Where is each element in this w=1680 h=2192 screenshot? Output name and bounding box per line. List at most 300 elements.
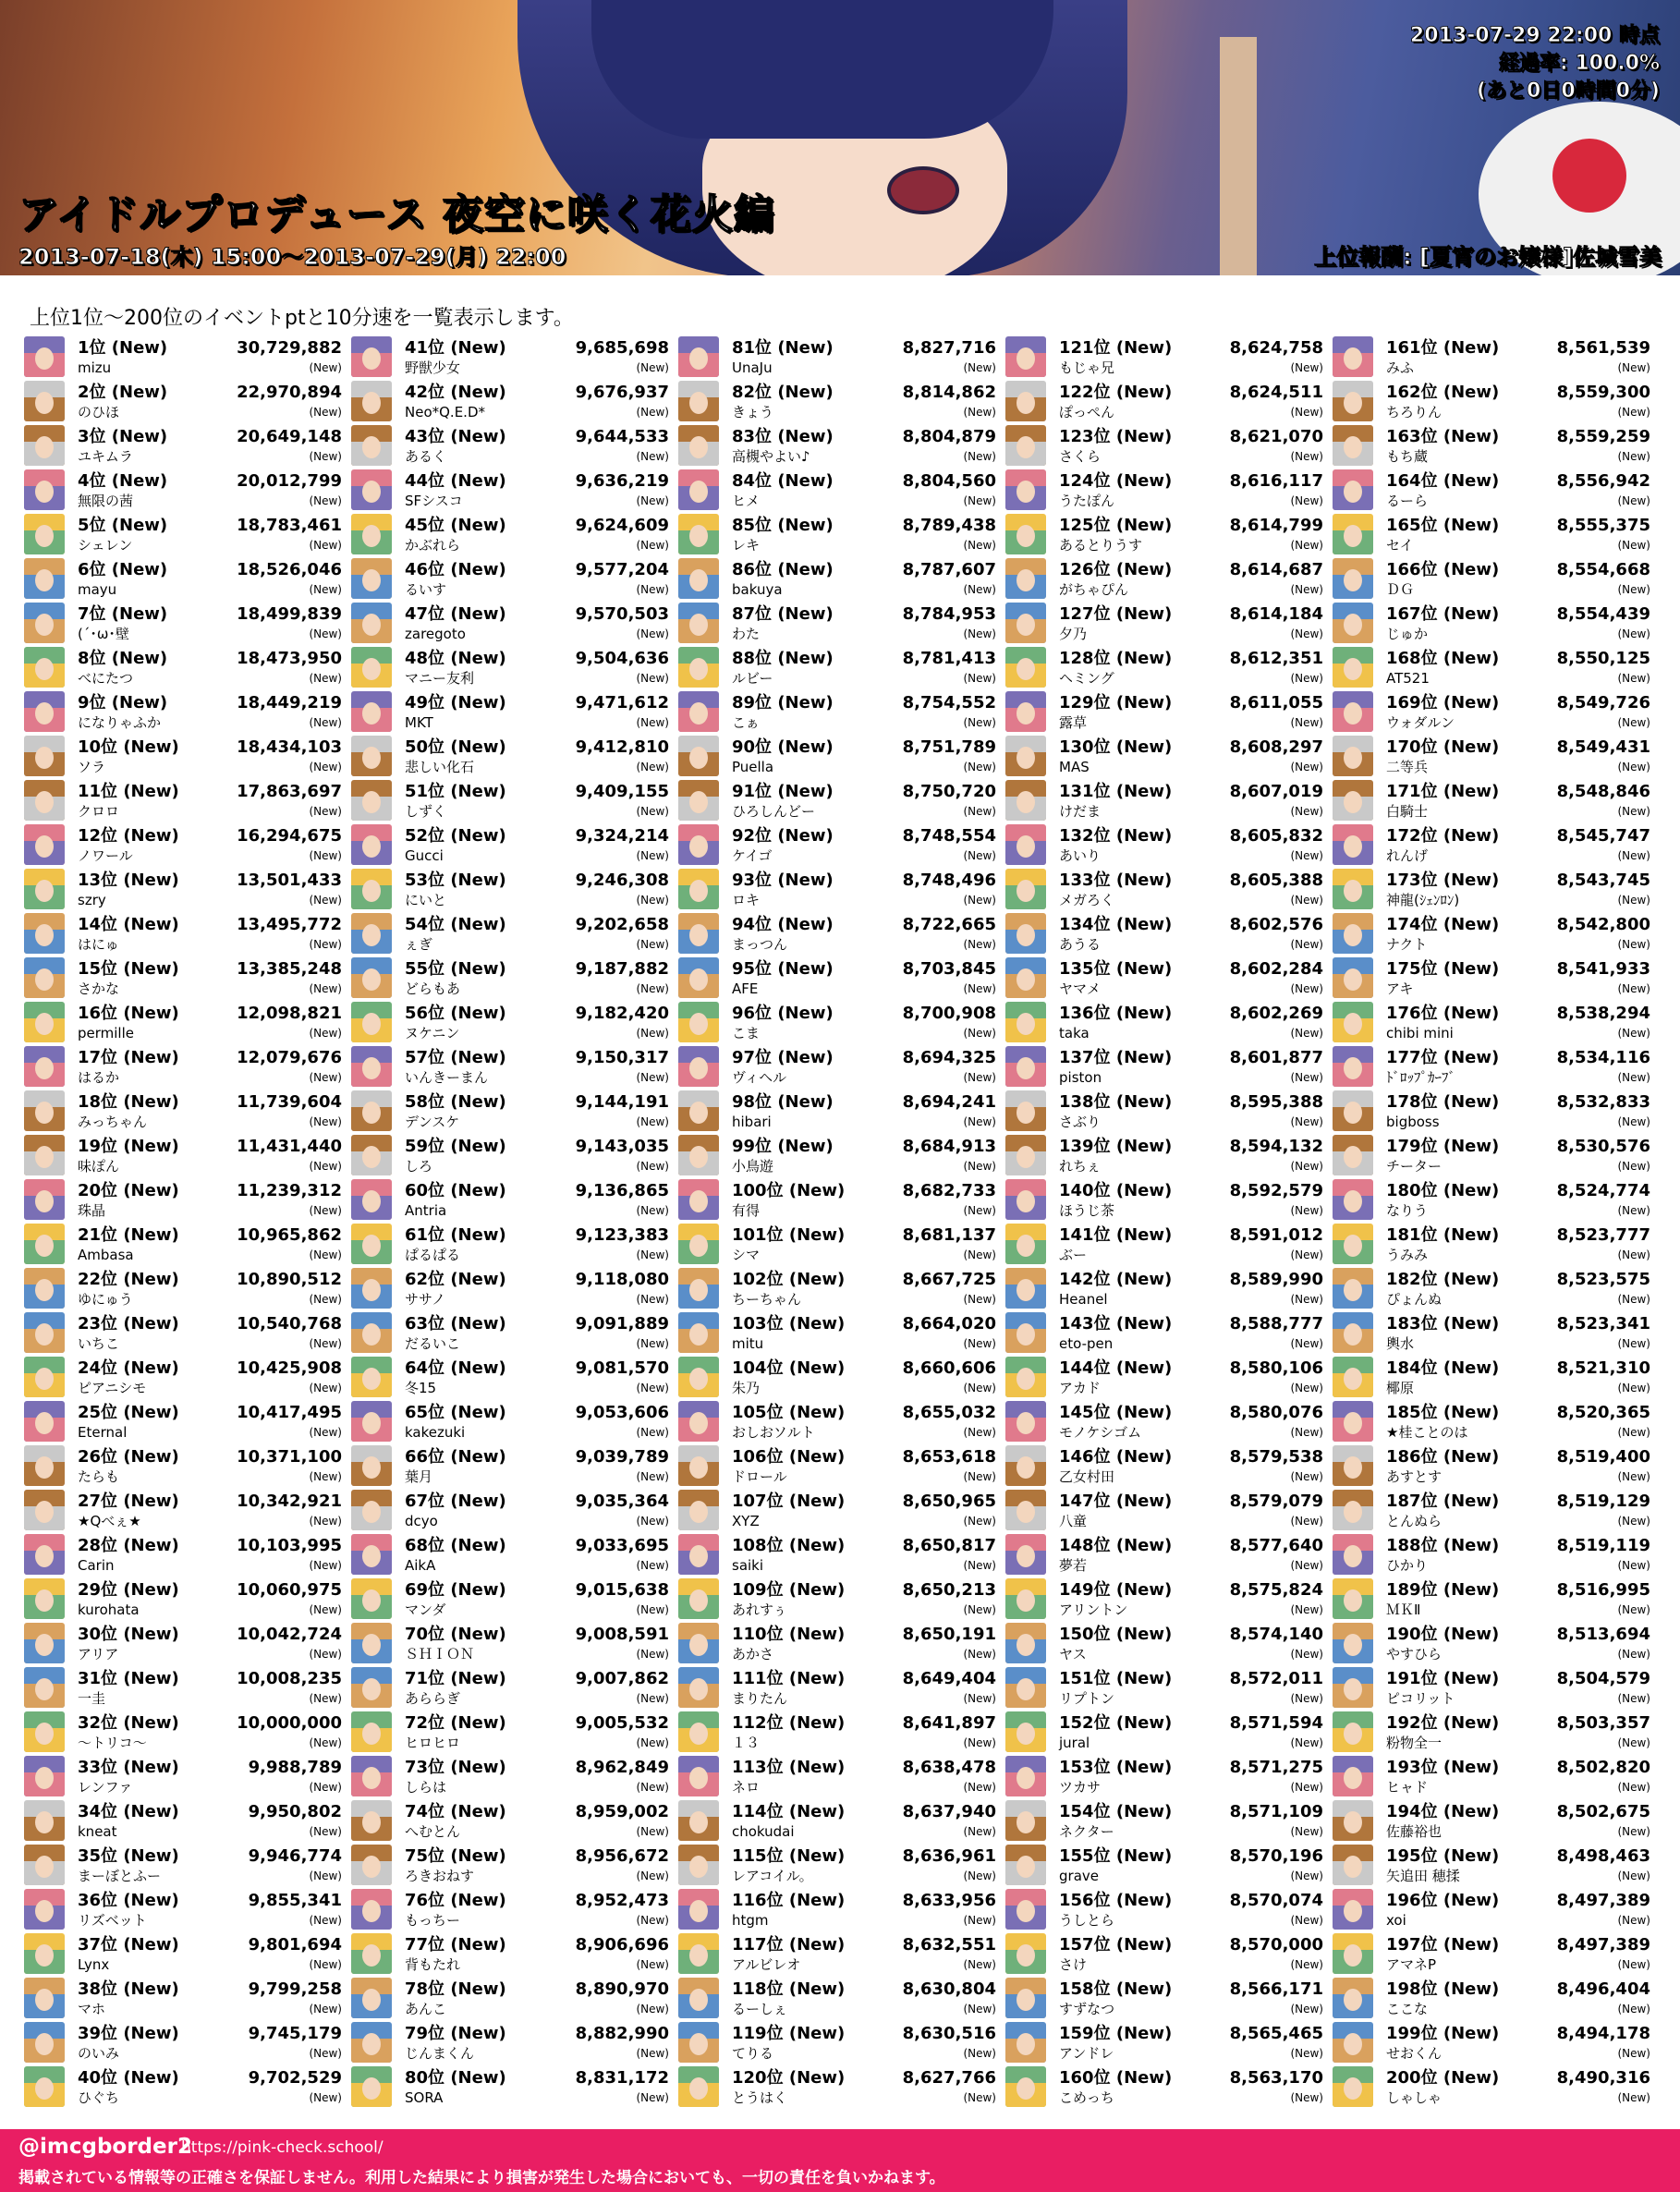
speed-new-label: (New) [636, 539, 669, 552]
avatar-icon [1005, 1002, 1046, 1042]
ranking-row [351, 1133, 678, 1177]
avatar-icon [1005, 1845, 1046, 1885]
ranking-row [351, 379, 678, 423]
rank-label: 28位 (New) [78, 1536, 179, 1555]
avatar-icon [351, 691, 392, 732]
player-name: クロロ [78, 803, 120, 820]
event-points: 10,417,495 [237, 1403, 342, 1422]
speed-new-label: (New) [309, 1160, 342, 1173]
rank-label: 8位 (New) [78, 649, 168, 668]
ranking-row [24, 601, 351, 645]
player-name: あすとす [1386, 1468, 1443, 1485]
rank-label: 22位 (New) [78, 1270, 179, 1289]
ranking-row [1333, 1399, 1660, 1443]
rank-label: 149位 (New) [1059, 1580, 1173, 1600]
avatar-icon [1333, 1534, 1373, 1575]
event-points: 8,497,389 [1556, 1891, 1650, 1910]
speed-new-label: (New) [1290, 2003, 1323, 2015]
ranking-row [1333, 1089, 1660, 1133]
avatar-icon [678, 1711, 719, 1752]
ranking-row [1333, 1355, 1660, 1399]
event-title: アイドルプロデュース 夜空に咲く花火編 [18, 191, 775, 238]
speed-new-label: (New) [1290, 982, 1323, 995]
speed-new-label: (New) [963, 761, 996, 773]
event-points: 8,633,956 [902, 1891, 996, 1910]
rank-label: 170位 (New) [1386, 737, 1500, 757]
speed-new-label: (New) [1617, 2091, 1650, 2104]
ranking-row [1333, 734, 1660, 778]
player-name: まーぼとふー [78, 1868, 162, 1884]
site-url-link[interactable]: https://pink-check.school/ [181, 2138, 383, 2157]
event-points: 8,555,375 [1556, 516, 1650, 535]
avatar-icon [1333, 425, 1373, 466]
ranking-row [1333, 867, 1660, 911]
rank-label: 27位 (New) [78, 1492, 179, 1511]
speed-new-label: (New) [636, 1648, 669, 1661]
ranking-grid [24, 335, 1660, 2109]
ranking-row [1005, 956, 1333, 1000]
avatar-icon [351, 913, 392, 954]
avatar-icon [678, 1046, 719, 1087]
player-name: １３ [732, 1735, 761, 1751]
player-name: dcyo [405, 1513, 438, 1529]
speed-new-label: (New) [1617, 1869, 1650, 1882]
player-name: 乙女村田 [1059, 1468, 1115, 1485]
ranking-row [351, 911, 678, 956]
player-name: もっちー [405, 1912, 461, 1929]
avatar-icon [24, 1401, 65, 1442]
player-name: さかな [78, 980, 120, 997]
rank-label: 23位 (New) [78, 1314, 179, 1333]
twitter-handle-link[interactable]: @imcgborder2 [18, 2135, 192, 2159]
avatar-icon [24, 1578, 65, 1619]
player-name: わた [732, 626, 761, 642]
ranking-row [351, 601, 678, 645]
ranking-row [1333, 423, 1660, 468]
avatar-icon [24, 425, 65, 466]
event-points: 8,616,117 [1229, 471, 1323, 491]
avatar-icon [1005, 336, 1046, 377]
event-points: 8,627,766 [902, 2068, 996, 2088]
event-points: 18,473,950 [237, 649, 342, 668]
avatar-icon [351, 647, 392, 688]
event-points: 12,079,676 [237, 1048, 342, 1067]
rank-label: 182位 (New) [1386, 1270, 1500, 1289]
rank-label: 195位 (New) [1386, 1846, 1500, 1866]
ranking-row [678, 335, 1005, 379]
player-name: だるいこ [405, 1335, 461, 1352]
player-name: ピアニシモ [78, 1380, 147, 1396]
avatar-icon [351, 1933, 392, 1974]
rank-label: 71位 (New) [405, 1669, 506, 1688]
player-name: レアコイル。 [732, 1868, 813, 1884]
event-points: 8,559,300 [1556, 383, 1650, 402]
rank-label: 151位 (New) [1059, 1669, 1173, 1688]
ranking-row [351, 1577, 678, 1621]
player-name: ぇぎ [405, 936, 433, 953]
player-name: みふ [1386, 359, 1415, 376]
avatar-icon [1005, 1756, 1046, 1796]
ranking-row [1005, 1222, 1333, 1266]
ranking-row [24, 822, 351, 867]
avatar-icon [1005, 736, 1046, 776]
ranking-row [24, 1931, 351, 1976]
ranking-row [351, 1177, 678, 1222]
rank-label: 120位 (New) [732, 2068, 846, 2088]
rank-label: 75位 (New) [405, 1846, 506, 1866]
rank-label: 83位 (New) [732, 427, 834, 446]
ranking-row [1005, 1133, 1333, 1177]
rank-label: 140位 (New) [1059, 1181, 1173, 1200]
ranking-row [1333, 1710, 1660, 1754]
ranking-row [1005, 1044, 1333, 1089]
player-name: ぶー [1059, 1247, 1088, 1263]
avatar-icon [351, 1534, 392, 1575]
event-points: 8,516,995 [1556, 1580, 1650, 1600]
ranking-row [24, 911, 351, 956]
event-points: 18,449,219 [237, 693, 342, 712]
avatar-icon [351, 1135, 392, 1175]
avatar-icon [24, 869, 65, 909]
rank-label: 124位 (New) [1059, 471, 1173, 491]
avatar-icon [1005, 1711, 1046, 1752]
avatar-icon [351, 1667, 392, 1708]
rank-label: 163位 (New) [1386, 427, 1500, 446]
avatar-icon [678, 1357, 719, 1397]
event-points: 8,496,404 [1556, 1979, 1650, 1999]
ranking-row [1005, 822, 1333, 867]
player-name: ひろしんどー [732, 803, 816, 820]
banner-artwork-eye [887, 166, 959, 214]
ranking-row [1005, 1399, 1333, 1443]
rank-label: 135位 (New) [1059, 959, 1173, 979]
ranking-row [24, 379, 351, 423]
rank-label: 116位 (New) [732, 1891, 846, 1910]
avatar-icon [351, 1179, 392, 1220]
remaining-time-text: (あと0日0時間0分) [1476, 79, 1660, 103]
rank-label: 46位 (New) [405, 560, 506, 579]
avatar-icon [351, 381, 392, 421]
player-name: SFシスコ [405, 493, 463, 509]
rank-label: 94位 (New) [732, 915, 834, 934]
event-points: 9,008,591 [575, 1625, 669, 1644]
speed-new-label: (New) [636, 1958, 669, 1971]
player-name: ろきおねす [405, 1868, 475, 1884]
avatar-icon [678, 869, 719, 909]
speed-new-label: (New) [1290, 894, 1323, 907]
speed-new-label: (New) [963, 1027, 996, 1040]
ranking-row [24, 1532, 351, 1577]
rank-label: 79位 (New) [405, 2024, 506, 2043]
player-name: 珠晶 [78, 1202, 106, 1219]
speed-new-label: (New) [1617, 1204, 1650, 1217]
rank-label: 156位 (New) [1059, 1891, 1173, 1910]
event-points: 8,565,465 [1229, 2024, 1323, 2043]
speed-new-label: (New) [309, 1115, 342, 1128]
avatar-icon [1333, 1179, 1373, 1220]
ranking-row [678, 1310, 1005, 1355]
rank-label: 24位 (New) [78, 1358, 179, 1378]
ranking-row [351, 1665, 678, 1710]
ranking-row [24, 1577, 351, 1621]
speed-new-label: (New) [636, 1559, 669, 1572]
player-name: リプトン [1059, 1690, 1115, 1707]
ranking-row [678, 645, 1005, 689]
speed-new-label: (New) [309, 1470, 342, 1483]
ranking-row [1333, 556, 1660, 601]
avatar-icon [678, 780, 719, 821]
player-name: ナクト [1386, 936, 1428, 953]
event-points: 16,294,675 [237, 826, 342, 846]
event-points: 8,498,463 [1556, 1846, 1650, 1866]
event-points: 8,637,940 [902, 1802, 996, 1821]
avatar-icon [1005, 1933, 1046, 1974]
avatar-icon [1005, 957, 1046, 998]
avatar-icon [1333, 1933, 1373, 1974]
speed-new-label: (New) [636, 361, 669, 374]
speed-new-label: (New) [1290, 1027, 1323, 1040]
top-reward: 上位報酬: [夏宵のお嬢様]佐城雪美 [1314, 244, 1662, 270]
speed-new-label: (New) [309, 672, 342, 685]
avatar-icon [678, 1268, 719, 1309]
avatar-icon [678, 2022, 719, 2063]
speed-new-label: (New) [1617, 1736, 1650, 1749]
avatar-icon [1333, 1845, 1373, 1885]
player-name: もち蔵 [1386, 448, 1429, 465]
speed-new-label: (New) [309, 982, 342, 995]
speed-new-label: (New) [309, 1958, 342, 1971]
speed-new-label: (New) [963, 1692, 996, 1705]
rank-label: 189位 (New) [1386, 1580, 1500, 1600]
player-name: ★桂ことのは [1386, 1424, 1468, 1441]
event-points: 18,526,046 [237, 560, 342, 579]
event-points: 8,664,020 [902, 1314, 996, 1333]
avatar-icon [1333, 1312, 1373, 1353]
event-points: 8,650,817 [902, 1536, 996, 1555]
speed-new-label: (New) [309, 1825, 342, 1838]
rank-label: 84位 (New) [732, 471, 834, 491]
speed-new-label: (New) [1617, 1515, 1650, 1528]
event-points: 8,804,560 [902, 471, 996, 491]
rank-label: 194位 (New) [1386, 1802, 1500, 1821]
event-points: 9,409,155 [575, 782, 669, 801]
player-name: kakezuki [405, 1424, 466, 1441]
avatar-icon [1005, 780, 1046, 821]
speed-new-label: (New) [1290, 1470, 1323, 1483]
rank-label: 12位 (New) [78, 826, 179, 846]
player-name: すずなつ [1059, 2001, 1115, 2017]
player-name: chibi mini [1386, 1025, 1454, 1041]
speed-new-label: (New) [963, 2091, 996, 2104]
event-points: 8,595,388 [1229, 1092, 1323, 1112]
avatar-icon [678, 2066, 719, 2107]
speed-new-label: (New) [963, 1293, 996, 1306]
event-points: 8,962,849 [575, 1758, 669, 1777]
rank-label: 19位 (New) [78, 1137, 179, 1156]
event-points: 8,787,607 [902, 560, 996, 579]
avatar-icon [24, 736, 65, 776]
event-points: 18,499,839 [237, 604, 342, 624]
player-name: うみみ [1386, 1247, 1429, 1263]
player-name: あるとりうす [1059, 537, 1143, 554]
rank-label: 196位 (New) [1386, 1891, 1500, 1910]
avatar-icon [24, 603, 65, 643]
rank-label: 172位 (New) [1386, 826, 1500, 846]
ranking-row [351, 1355, 678, 1399]
rank-label: 87位 (New) [732, 604, 834, 624]
ranking-row [1333, 335, 1660, 379]
ranking-row [1333, 1044, 1660, 1089]
event-points: 9,685,698 [575, 338, 669, 358]
player-name: あれすぅ [732, 1601, 787, 1618]
speed-new-label: (New) [1617, 1559, 1650, 1572]
ranking-row [351, 867, 678, 911]
event-points: 9,039,789 [575, 1447, 669, 1467]
speed-new-label: (New) [309, 361, 342, 374]
event-points: 8,554,668 [1556, 560, 1650, 579]
rank-label: 105位 (New) [732, 1403, 846, 1422]
player-name: 無限の茜 [78, 493, 134, 509]
rank-label: 51位 (New) [405, 782, 506, 801]
ranking-row [1005, 1798, 1333, 1843]
player-name: レキ [732, 537, 761, 554]
speed-new-label: (New) [309, 761, 342, 773]
player-name: れんげ [1386, 847, 1429, 864]
player-name: こぁ [732, 714, 760, 731]
ranking-row [24, 1887, 351, 1931]
rank-label: 76位 (New) [405, 1891, 506, 1910]
avatar-icon [678, 1401, 719, 1442]
event-points: 8,502,820 [1556, 1758, 1650, 1777]
event-points: 13,385,248 [237, 959, 342, 979]
player-name: Heanel [1059, 1291, 1108, 1308]
player-name: 悲しい化石 [405, 759, 475, 775]
ranking-row [351, 335, 678, 379]
rank-label: 130位 (New) [1059, 737, 1173, 757]
rank-label: 150位 (New) [1059, 1625, 1173, 1644]
avatar-icon [1005, 647, 1046, 688]
ranking-row [351, 822, 678, 867]
speed-new-label: (New) [1617, 2003, 1650, 2015]
speed-new-label: (New) [1290, 716, 1323, 729]
rank-label: 108位 (New) [732, 1536, 846, 1555]
speed-new-label: (New) [1617, 1248, 1650, 1261]
rank-label: 60位 (New) [405, 1181, 506, 1200]
player-name: にいと [405, 892, 447, 908]
ranking-row [1333, 822, 1660, 867]
speed-new-label: (New) [1290, 1426, 1323, 1439]
avatar-icon [24, 1357, 65, 1397]
event-points: 9,676,937 [575, 383, 669, 402]
speed-new-label: (New) [1290, 1382, 1323, 1394]
avatar-icon [678, 1667, 719, 1708]
avatar-icon [678, 1445, 719, 1486]
player-name: ヌケニン [405, 1025, 460, 1041]
event-points: 8,574,140 [1229, 1625, 1323, 1644]
speed-new-label: (New) [963, 1559, 996, 1572]
rank-label: 139位 (New) [1059, 1137, 1173, 1156]
event-points: 8,952,473 [575, 1891, 669, 1910]
intro-text: 上位1位～200位のイベントptと10分速を一覧表示します。 [30, 307, 574, 330]
player-name: レンファ [78, 1779, 133, 1796]
speed-new-label: (New) [636, 583, 669, 596]
event-points: 8,814,862 [902, 383, 996, 402]
event-points: 8,571,594 [1229, 1713, 1323, 1733]
event-points: 10,008,235 [237, 1669, 342, 1688]
player-name: mitu [732, 1335, 764, 1352]
player-name: ササノ [405, 1291, 445, 1308]
ranking-row [24, 689, 351, 734]
avatar-icon [1333, 1445, 1373, 1486]
rank-label: 66位 (New) [405, 1447, 506, 1467]
avatar-icon [351, 514, 392, 554]
player-name: ピコリット [1386, 1690, 1455, 1707]
speed-new-label: (New) [1290, 1692, 1323, 1705]
avatar-icon [678, 1933, 719, 1974]
player-name: Lynx [78, 1956, 110, 1973]
speed-new-label: (New) [1290, 2047, 1323, 2060]
speed-new-label: (New) [1290, 450, 1323, 463]
avatar-icon [1333, 1401, 1373, 1442]
avatar-icon [24, 1978, 65, 2018]
player-name: hibari [732, 1114, 772, 1130]
avatar-icon [678, 1224, 719, 1264]
ranking-row [351, 689, 678, 734]
event-points: 8,559,259 [1556, 427, 1650, 446]
event-points: 10,042,724 [237, 1625, 342, 1644]
event-points: 8,542,800 [1556, 915, 1650, 934]
rank-label: 42位 (New) [405, 383, 506, 402]
speed-new-label: (New) [1617, 716, 1650, 729]
ranking-column [1333, 335, 1660, 2109]
player-name: Ambasa [78, 1247, 134, 1263]
rank-label: 159位 (New) [1059, 2024, 1173, 2043]
player-name: ルビー [732, 670, 773, 687]
player-name: もじゃ兄 [1059, 359, 1115, 376]
rank-label: 144位 (New) [1059, 1358, 1173, 1378]
avatar-icon [1005, 1490, 1046, 1530]
speed-new-label: (New) [1617, 1914, 1650, 1927]
ranking-row [1333, 1976, 1660, 2020]
avatar-icon [24, 1534, 65, 1575]
speed-new-label: (New) [309, 627, 342, 640]
ranking-row [24, 423, 351, 468]
avatar-icon [1333, 1978, 1373, 2018]
player-name: ロキ [732, 892, 761, 908]
speed-new-label: (New) [1290, 1204, 1323, 1217]
speed-new-label: (New) [309, 938, 342, 951]
rank-label: 59位 (New) [405, 1137, 506, 1156]
player-name: いちこ [78, 1335, 120, 1352]
player-name: どらもあ [405, 980, 461, 997]
event-points: 8,504,579 [1556, 1669, 1650, 1688]
ranking-row [24, 1310, 351, 1355]
rank-label: 161位 (New) [1386, 338, 1500, 358]
event-points: 9,182,420 [575, 1004, 669, 1023]
event-points: 10,103,995 [237, 1536, 342, 1555]
ranking-row [1005, 1843, 1333, 1887]
speed-new-label: (New) [963, 805, 996, 818]
ranking-row [351, 1931, 678, 1976]
player-name: AFE [732, 980, 759, 997]
event-points: 8,513,694 [1556, 1625, 1650, 1644]
rank-label: 50位 (New) [405, 737, 506, 757]
ranking-row [1005, 645, 1333, 689]
player-name: ヤマメ [1059, 980, 1102, 997]
player-name: じゅか [1386, 626, 1429, 642]
event-points: 13,501,433 [237, 871, 342, 890]
rank-label: 197位 (New) [1386, 1935, 1500, 1955]
